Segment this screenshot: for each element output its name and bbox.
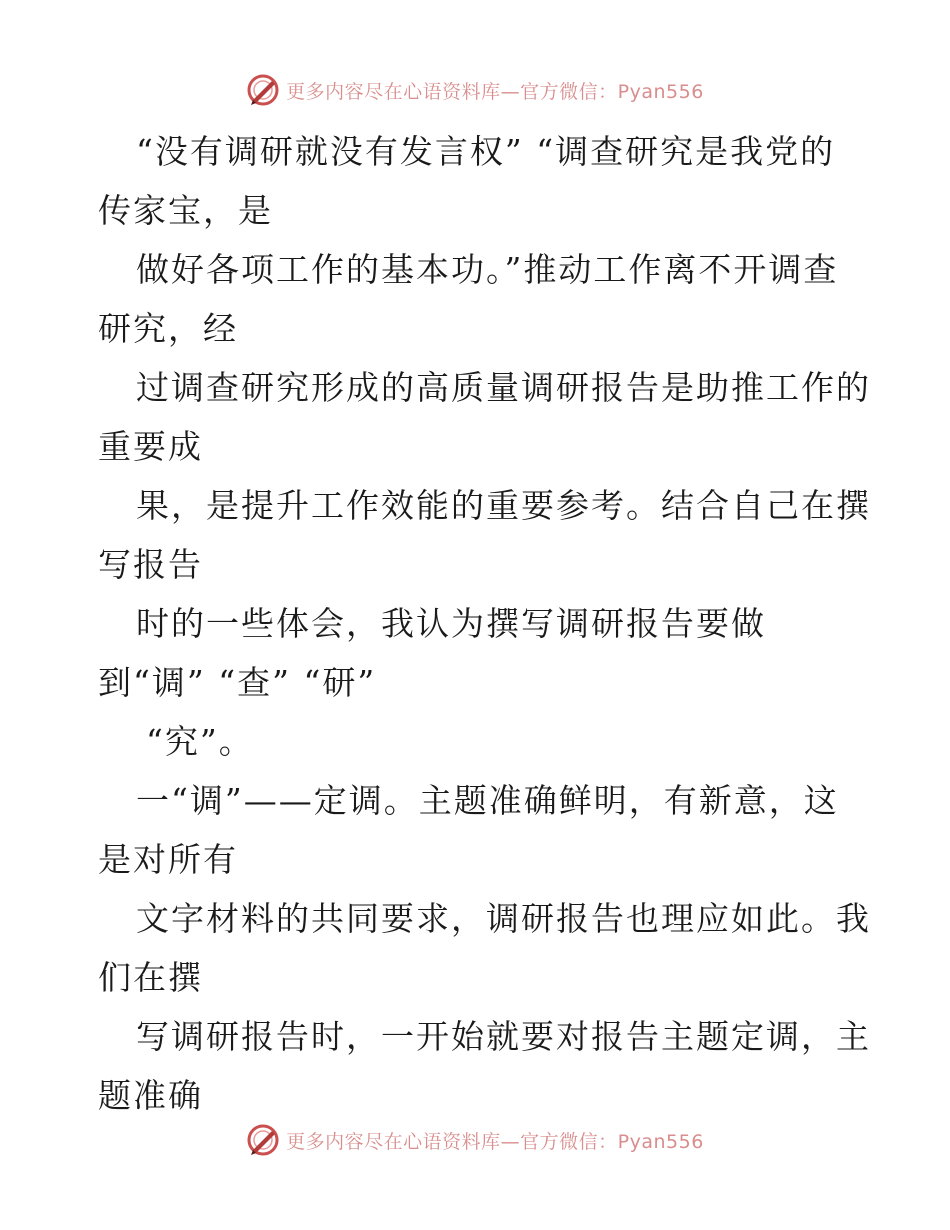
text-line: 重要成 [98,427,203,466]
text-line: 时的一些体会，我认为撰写调研报告要做 [136,604,766,643]
watermark-text: 更多内容尽在心语资料库—官方微信：Pyan556 [286,1130,704,1153]
text-line: 研究，经 [98,309,238,348]
pen-circle-logo-icon [246,73,280,107]
text-line: 文字材料的共同要求，调研报告也理应如此。我 [136,899,871,938]
header-watermark-banner [0,70,950,110]
pen-circle-logo-icon [246,1123,280,1157]
text-line: 过调查研究形成的高质量调研报告是助推工作的 [136,368,871,407]
text-line: 到“调” “查” “研” [98,663,377,702]
text-line: 传家宝，是 [98,191,273,230]
text-line: “没有调研就没有发言权” “调查研究是我党的 [136,132,836,171]
watermark-text: 更多内容尽在心语资料库—官方微信：Pyan556 [286,80,704,103]
text-line: 是对所有 [98,840,238,879]
text-line: 写调研报告时，一开始就要对报告主题定调，主 [136,1017,871,1056]
footer-watermark-banner [0,1120,950,1160]
document-body [98,122,871,1125]
text-line: 们在撰 [98,958,203,997]
text-line: “究”。 [146,722,254,761]
text-line: 题准确 [98,1076,203,1115]
text-line: 一“调”——定调。主题准确鲜明，有新意，这 [136,781,839,820]
text-line: 果，是提升工作效能的重要参考。结合自己在撰 [136,486,871,525]
text-line: 写报告 [98,545,203,584]
text-line: 做好各项工作的基本功。”推动工作离不开调查 [136,250,839,289]
